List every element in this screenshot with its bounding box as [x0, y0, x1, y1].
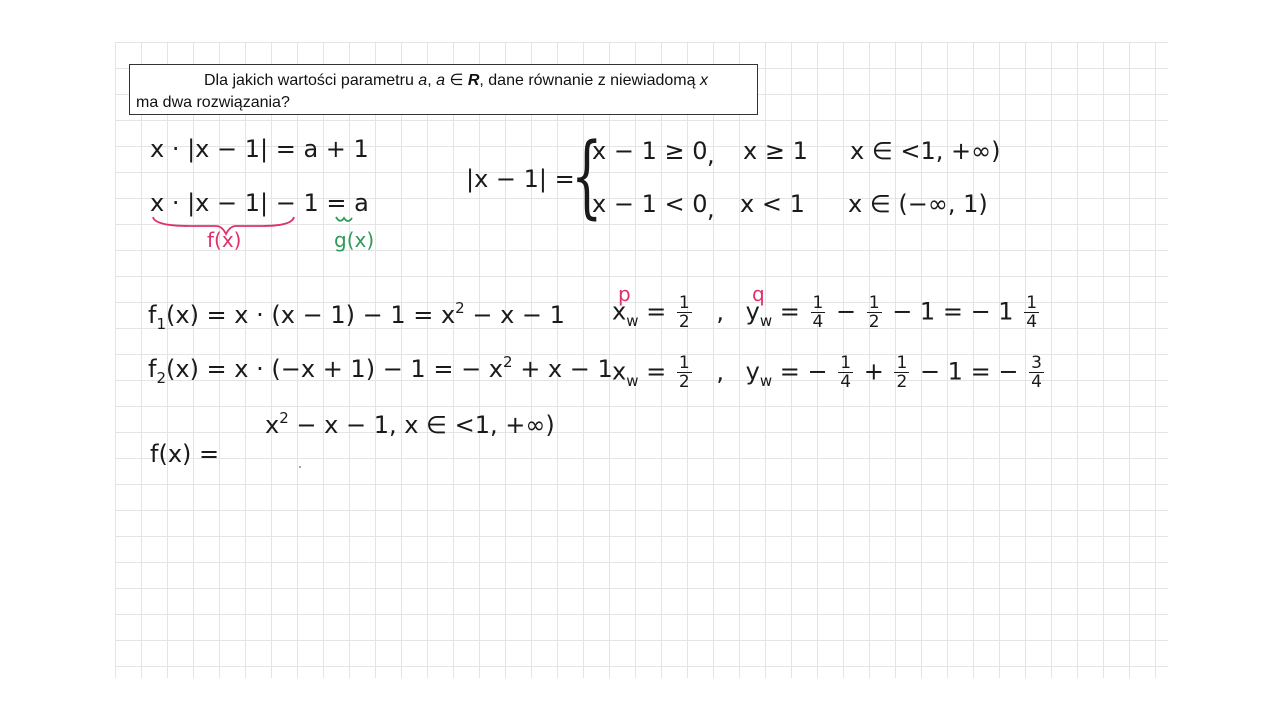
v2-equals: = [646, 357, 667, 386]
param-a: a [436, 72, 445, 89]
v2-y-equals: = − [779, 357, 828, 386]
v2-term2 [894, 354, 909, 391]
problem-statement [129, 64, 758, 115]
stray-dot [299, 466, 301, 468]
denominator: 2 [678, 372, 690, 392]
v2-separator: , [716, 357, 724, 386]
case-2-x: x < 1 [740, 190, 805, 218]
v2-x-fraction [677, 354, 692, 391]
numerator: 1 [868, 293, 880, 313]
numerator: 3 [1031, 353, 1042, 373]
case-1-x: x ≥ 1 [743, 137, 808, 165]
v2-plus: + [863, 357, 884, 386]
real-set: R [467, 72, 480, 89]
v1-y-equals: = [779, 297, 800, 326]
problem-line-1 [136, 70, 751, 92]
f1-definition [148, 299, 565, 333]
fx-case1-x: x [265, 411, 280, 439]
fx-case-1 [265, 409, 555, 439]
f1-body-tail: − x − 1 [464, 301, 565, 329]
f1-name: f [148, 301, 157, 329]
equation-1: x · |x − 1| = a + 1 [150, 135, 369, 163]
label-p: p [618, 282, 631, 306]
left-curly-brace: { [571, 124, 603, 229]
unknown-x: x [699, 72, 708, 89]
v1-result-fraction [1024, 294, 1039, 331]
denominator: 4 [840, 372, 852, 392]
v2-x-sub: w [626, 371, 639, 390]
case-2-interval: x ∈ (−∞, 1) [848, 190, 988, 218]
label-f-of-x: f(x) [207, 228, 242, 252]
v2-result-fraction [1029, 354, 1044, 391]
denominator: 4 [1031, 372, 1042, 392]
problem-text: ∈ [445, 72, 468, 89]
denominator: 2 [678, 312, 690, 332]
f1-body: (x) = x · (x − 1) − 1 = x [166, 301, 456, 329]
v1-separator: , [716, 297, 724, 326]
v1-minus: − [835, 297, 857, 326]
fx-case1-rest: − x − 1, x ∈ <1, +∞) [288, 411, 555, 439]
problem-text: , dane równanie z niewiadomą [479, 72, 700, 89]
abs-definition: |x − 1| = [466, 165, 575, 193]
vertex-2 [612, 354, 1047, 391]
v1-x-sub: w [626, 311, 639, 330]
problem-text: , [427, 72, 437, 89]
v1-rest: − 1 = − 1 [892, 297, 1014, 326]
f2-subscript: 2 [156, 369, 166, 387]
denominator: 2 [868, 312, 880, 332]
eq2-left: x · |x − 1| − 1 [150, 189, 319, 217]
problem-line-2: ma dwa rozwiązania? [136, 94, 290, 111]
denominator: 4 [1026, 312, 1038, 332]
numerator: 1 [678, 353, 690, 373]
v2-x: x [612, 357, 627, 386]
problem-text: Dla jakich wartości parametru [204, 72, 419, 89]
f2-body: (x) = x · (−x + 1) − 1 = − x [166, 355, 504, 383]
case-2-separator: , [707, 195, 715, 223]
fx-left-side: f(x) = [150, 440, 220, 468]
f2-body-tail: + x − 1 [512, 355, 613, 383]
numerator: 1 [1026, 293, 1038, 313]
v2-term1 [838, 354, 853, 391]
numerator: 1 [840, 353, 852, 373]
eq2-right: a [354, 189, 369, 217]
green-squiggle [336, 217, 352, 221]
f2-name: f [148, 355, 157, 383]
v1-term2 [867, 294, 882, 331]
numerator: 1 [812, 293, 824, 313]
case-2-condition: x − 1 < 0 [592, 190, 708, 218]
case-1-condition: x − 1 ≥ 0 [592, 137, 708, 165]
v2-y: y [745, 357, 760, 386]
v1-term1 [811, 294, 826, 331]
v1-x: x [612, 297, 627, 326]
f2-definition [148, 353, 613, 387]
v1-y-sub: w [759, 311, 773, 330]
f1-exponent: 2 [455, 299, 465, 317]
denominator: 4 [812, 312, 824, 332]
v1-equals: = [646, 297, 667, 326]
fx-case1-exponent: 2 [279, 409, 289, 427]
numerator: 1 [896, 353, 908, 373]
v1-x-fraction [677, 294, 692, 331]
v2-y-sub: w [759, 371, 773, 390]
v1-y: y [745, 297, 760, 326]
case-1-separator: , [707, 141, 715, 169]
case-1-interval: x ∈ <1, +∞) [850, 137, 1001, 165]
eq2-equals: = [326, 189, 347, 217]
f2-exponent: 2 [503, 353, 513, 371]
f1-subscript: 1 [156, 315, 166, 333]
vertex-1 [612, 294, 1042, 331]
param-a: a [418, 72, 428, 89]
v2-rest: − 1 = − [919, 357, 1019, 386]
label-g-of-x: g(x) [334, 228, 375, 252]
denominator: 2 [896, 372, 908, 392]
label-q: q [752, 282, 765, 306]
numerator: 1 [678, 293, 690, 313]
